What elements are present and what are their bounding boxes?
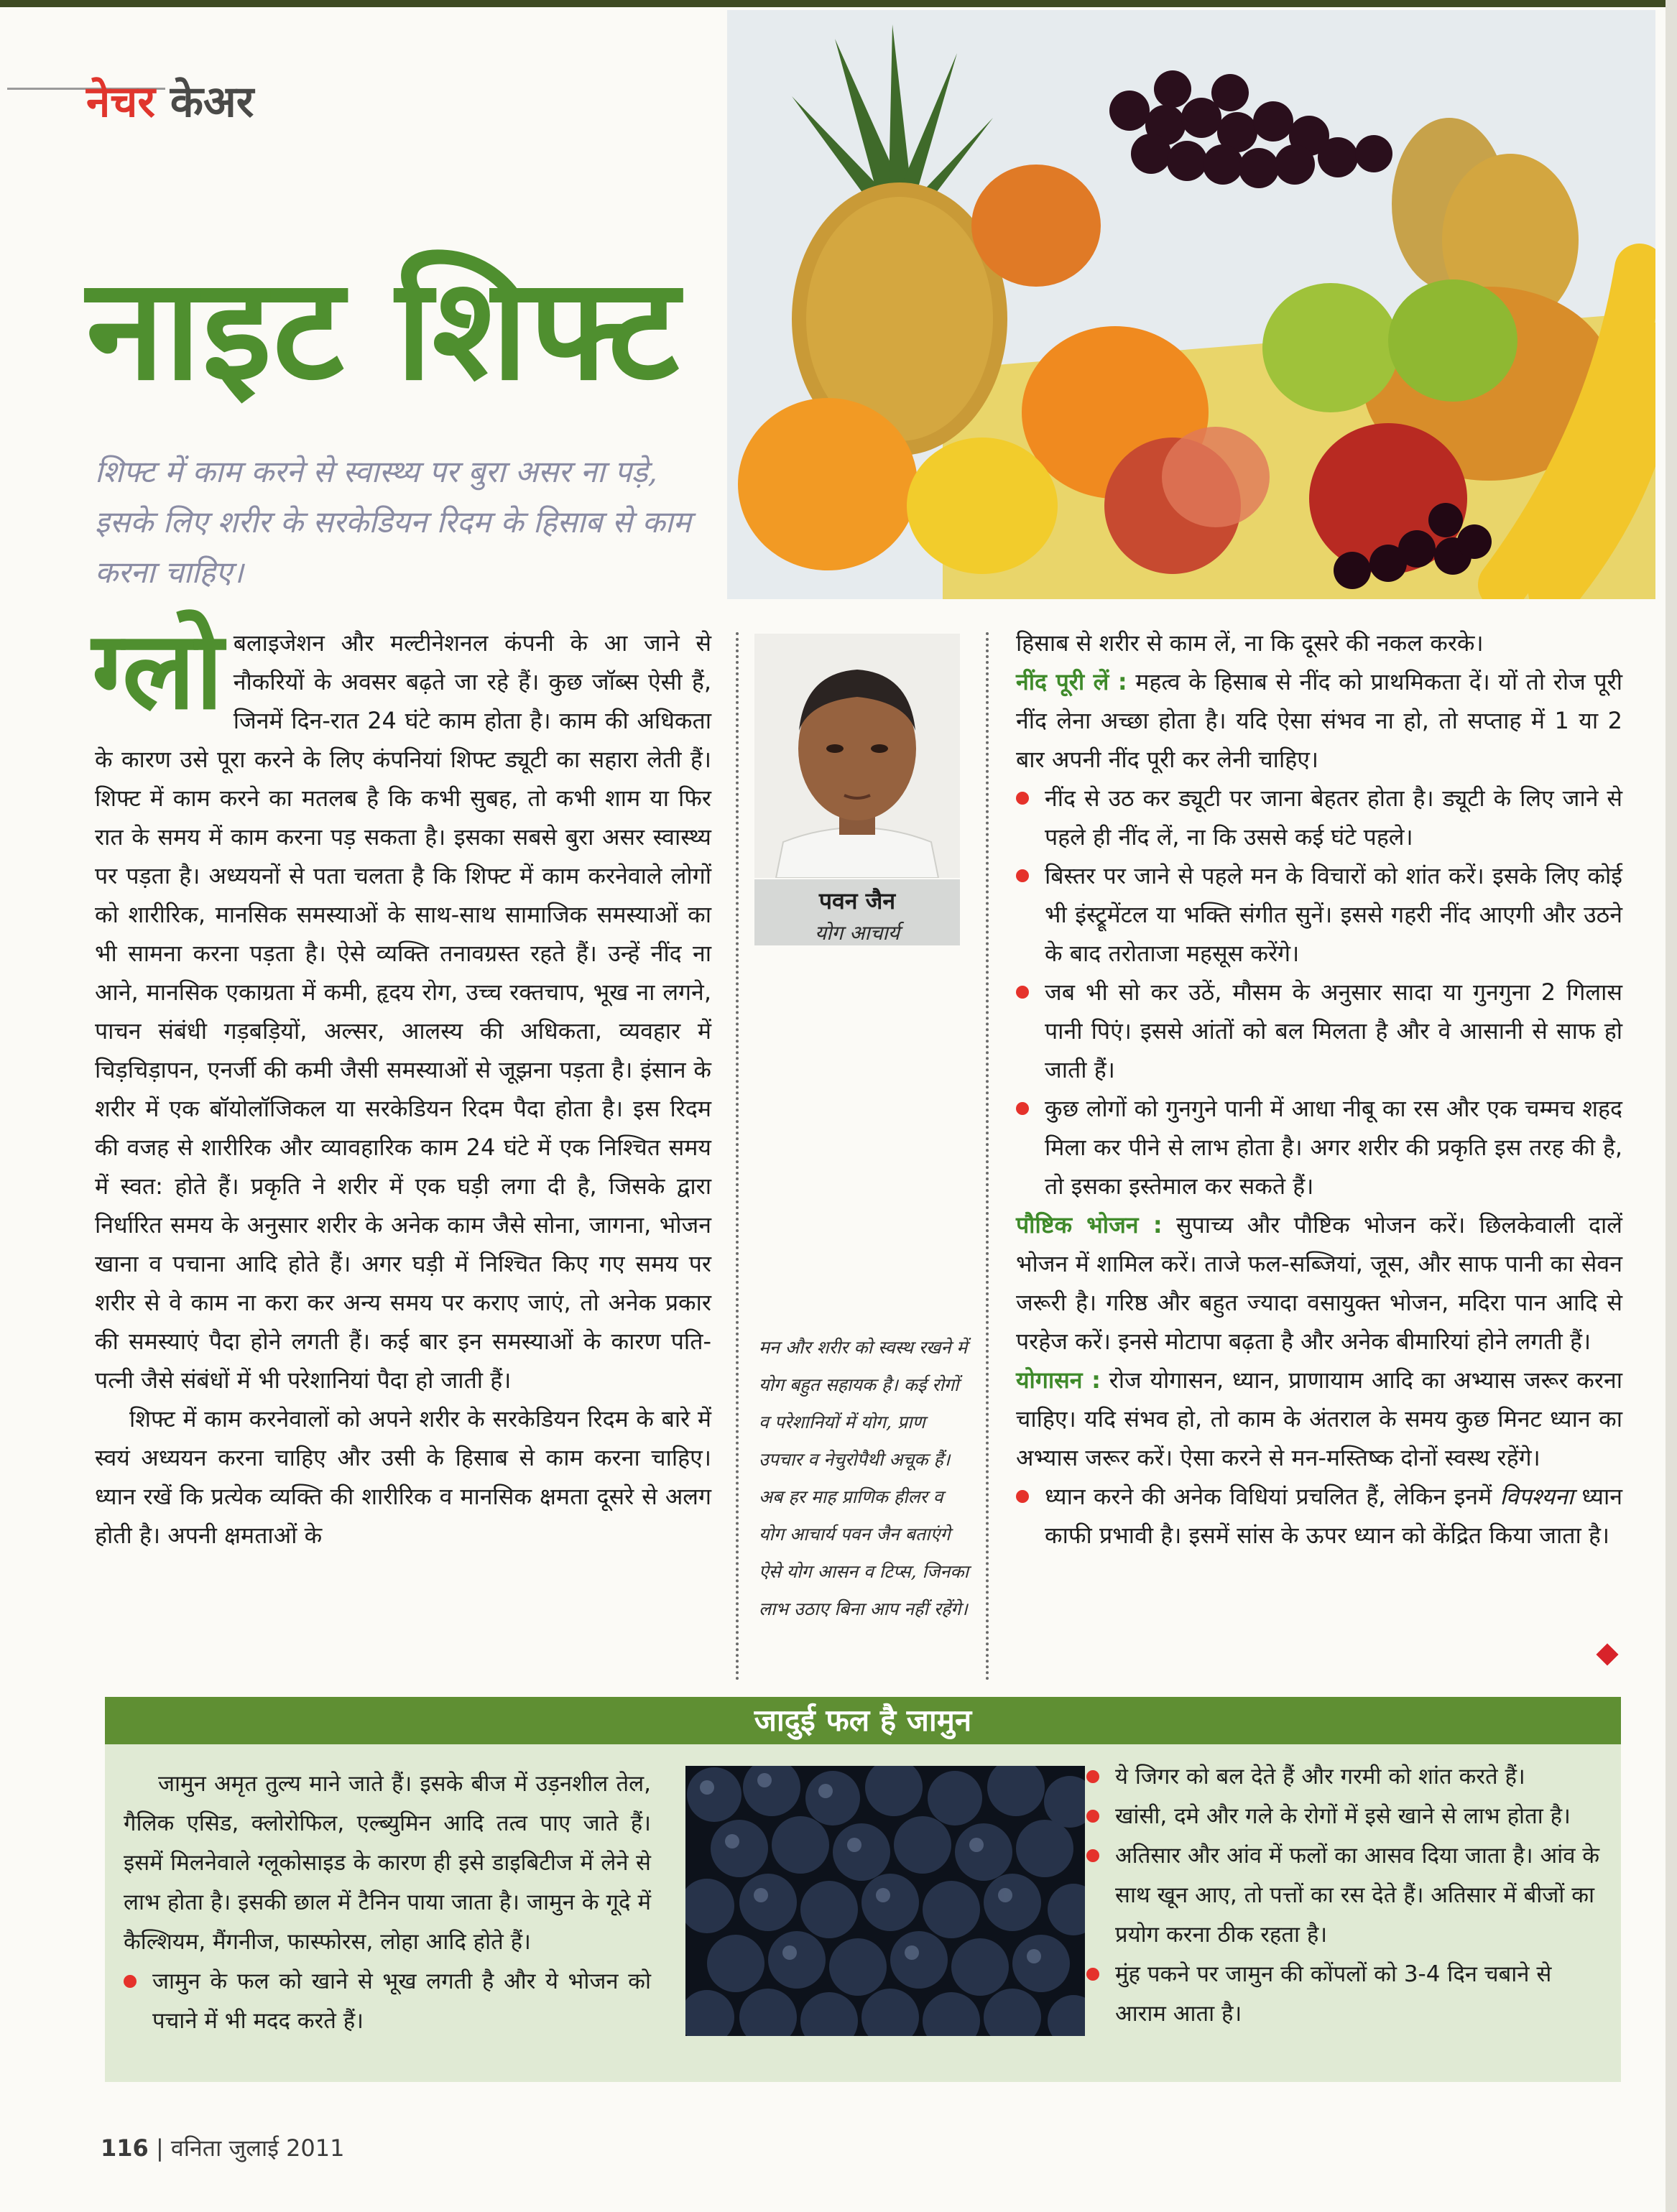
standfirst: शिफ्ट में काम करने से स्वास्थ्य पर बुरा असर ना पड़े, इसके लिए शरीर के सरकेडियन रिदम के हिसाब से काम करना चाहिए।: [95, 454, 691, 590]
body-paragraph-1: बलाइजेशन और मल्टीनेशनल कंपनी के आ जाने से नौकरियों के अवसर बढ़ते जा रहे हैं। कुछ जॉब्स ऐसी हैं, जिनमें दिन-रात 24 घंटे काम होता है। काम की अधिकता के कारण उसे पूरा करने के लिए कंपनियां शिफ्ट ड्यूटी का सहारा लेती हैं। शिफ्ट में काम करने का मतलब है कि कभी सुबह, तो कभी शाम या फिर रात के समय में काम करना पड़ सकता है। इसका सबसे बुरा असर स्वास्थ्य पर पड़ता है। अध्ययनों से पता चलता है कि शिफ्ट में काम करनेवाले लोगों को शारीरिक, मानसिक समस्याओं के साथ-साथ सामाजिक समस्याओं का भी सामना करना पड़ता है। ऐसे व्यक्ति तनावग्रस्त रहते हैं। उन्हें नींद ना आने, मानसिक एकाग्रता में कमी, हृदय रोग, उच्च रक्तचाप, भूख ना लगने, पाचन संबंधी गड़बड़ियों, अल्सर, आलस्य की अधिकता, व्यवहार में चिड़चिड़ापन, एनर्जी की कमी जैसी समस्याओं से जूझना पड़ता है। इंसान के शरीर में एक बॉयोलॉजिकल या सरकेडियन रिदम पैदा होता है। इस रिदम की वजह से शारीरिक और व्यावहारिक काम 24 घंटे में एक निश्चित समय में स्वत: होते हैं। प्रकृति ने शरीर में एक घड़ी लगा दी है, जिसके द्वारा निर्धारित समय के अनुसार शरीर के अनेक काम जैसे सोना, जागना, भोजन खाना व पचाना आदि होते हैं। अगर घड़ी में निश्चित किए गए समय पर शरीर से वे काम ना करा कर अन्य समय पर कराए जाएं, तो अनेक प्रकार की समस्याएं पैदा होने लगती हैं। कई बार इन समस्याओं के कारण पति-पत्नी जैसे संबंधों में भी परेशानियां पैदा हो जाती हैं।: [95, 629, 711, 1394]
box-bullet: खांसी, दमे और गले के रोगों में इसे खाने से लाभ होता है।: [1086, 1797, 1607, 1836]
page-footer: 116 | वनिता जुलाई 2011: [101, 2134, 345, 2162]
fruit-illustration: [727, 10, 1655, 599]
column-main: [92, 607, 711, 1555]
sleep-section: [1016, 662, 1622, 779]
magazine-issue: वनिता जुलाई 2011: [170, 2134, 345, 2162]
red-diamond-icon: [1596, 1643, 1618, 1665]
yoga-section: [1016, 1361, 1622, 1477]
author-photo: [754, 634, 960, 878]
box-bullet: जामुन के फल को खाने से भूख लगती है और ये भोजन को पचाने में भी मदद करते हैं।: [124, 1962, 651, 2041]
column-divider: [986, 632, 989, 1681]
box-right-column: [1086, 1757, 1607, 2034]
column-tips: [1016, 624, 1622, 1555]
section-label: [86, 70, 254, 129]
dropcap: ग्लो: [92, 607, 223, 734]
sidebar-note: मन और शरीर को स्वस्थ रखने में योग बहुत सहायक है। कई रोगों व परेशानियों में योग, प्राण उपचार व नेचुरोपैथी अचूक हैं। अब हर माह प्राणिक हीलर व योग आचार्य पवन जैन बताएंगे ऐसे योग आसन व टिप्स, जिनका लाभ उठाए बिना आप नहीं रहेंगे।: [759, 1337, 969, 1619]
sleep-bullet: कुछ लोगों को गुनगुने पानी में आधा नीबू का रस और एक चम्मच शहद मिला कर पीने से लाभ होता है। अगर शरीर की प्रकृति इस तरह की है, तो इसका इस्तेमाल कर सकते हैं।: [1016, 1089, 1622, 1206]
yoga-bullet: [1016, 1477, 1622, 1555]
food-heading: पौष्टिक भोजन :: [1016, 1211, 1163, 1239]
sleep-bullet: नींद से उठ कर ड्यूटी पर जाना बेहतर होता है। ड्यूटी के लिए जाने से पहले ही नींद लें, ना कि उससे कई घंटे पहले।: [1016, 779, 1622, 856]
yoga-heading: योगासन :: [1016, 1366, 1101, 1394]
sleep-text: महत्व के हिसाब से नींद को प्राथमिकता दें। यों तो रोज पूरी नींद लेना अच्छा होता है। यदि ऐसा संभव ना हो, तो सप्ताह में 1 या 2 बार अपनी नींद पूरी कर लेनी चाहिए।: [1016, 668, 1622, 773]
column-divider: [736, 632, 739, 1681]
article-title: नाइट शिफ्ट: [86, 246, 681, 412]
fruit-photo: [727, 10, 1655, 599]
yoga-bullet-italic: विपश्यना: [1500, 1483, 1574, 1510]
section-label-part2: केअर: [170, 77, 254, 127]
sleep-bullet: बिस्तर पर जाने से पहले मन के विचारों को शांत करें। इसके लिए कोई भी इंस्ट्रूमेंटल या भक्ति संगीत सुनें। इससे गहरी नींद आएगी और उठने के बाद तरोताजा महसूस करेंगे।: [1016, 856, 1622, 973]
yoga-bullet-part1: ध्यान करने की अनेक विधियां प्रचलित हैं, लेकिन इनमें: [1045, 1483, 1492, 1510]
page-edge: [1666, 0, 1677, 2212]
body-paragraph-2: शिफ्ट में काम करनेवालों को अपने शरीर के सरकेडियन रिदम के बारे में स्वयं अध्ययन करना चाहिए और उसी के हिसाब से काम करना चाहिए। ध्यान रखें कि प्रत्येक व्यक्ति की शारीरिक व मानसिक क्षमता दूसरे से अलग होती है। अपनी क्षमताओं के: [95, 1405, 711, 1549]
author-portrait: [754, 634, 960, 878]
jamun-illustration: [685, 1766, 1085, 2036]
box-bullet: अतिसार और आंव में फलों का आसव दिया जाता है। आंव के साथ खून आए, तो पत्तों का रस देते हैं। अतिसार में बीजों का प्रयोग करना ठीक रहता है।: [1086, 1836, 1607, 1955]
box-left-column: [124, 1764, 651, 2041]
sleep-bullet: जब भी सो कर उठें, मौसम के अनुसार सादा या गुनगुना 2 गिलास पानी पिएं। इससे आंतों को बल मिलता है और वे आसानी से साफ हो जाती हैं।: [1016, 973, 1622, 1089]
author-name: पवन जैन: [818, 887, 896, 915]
top-border: [0, 0, 1677, 7]
section-label-part1: नेचर: [86, 77, 155, 127]
author-role: योग आचार्य: [814, 921, 900, 945]
author-caption: [754, 879, 960, 945]
page-number: 116: [101, 2134, 149, 2162]
yoga-text: रोज योगासन, ध्यान, प्राणायाम आदि का अभ्यास जरूर करना चाहिए। यदि संभव हो, तो काम के अंतराल के समय कुछ मिनट ध्यान का अभ्यास जरूर करें। ऐसा करने से मन-मस्तिष्क दोनों स्वस्थ रहेंगे।: [1016, 1366, 1623, 1471]
food-section: [1016, 1206, 1622, 1361]
box-intro: जामुन अमृत तुल्य माने जाते हैं। इसके बीज में उड़नशील तेल, गैलिक एसिड, क्लोरोफिल, एल्ब्युमिन आदि तत्व पाए जाते हैं। इसमें मिलनेवाले ग्लूकोसाइड के कारण ही इसे डाइबिटीज में लेने से लाभ होता है। इसकी छाल में टैनिन पाया जाता है। जामुन के गूदे में कैल्शियम, मैंगनीज, फास्फोरस, लोहा आदि होते हैं।: [124, 1771, 651, 1955]
yoga-bullet-part2: ध्यान काफी प्रभावी है। इसमें सांस के ऊपर ध्यान को केंद्रित किया जाता है।: [1045, 1483, 1622, 1549]
tips-intro: हिसाब से शरीर से काम लें, ना कि दूसरे की नकल करके।: [1016, 629, 1484, 657]
box-bullet: मुंह पकने पर जामुन की कोंपलों को 3-4 दिन चबाने से आराम आता है।: [1086, 1955, 1607, 2034]
box-bullet: ये जिगर को बल देते हैं और गरमी को शांत करते हैं।: [1086, 1757, 1607, 1797]
food-text: सुपाच्य और पौष्टिक भोजन करें। छिलकेवाली दालें भोजन में शामिल करें। ताजे फल-सब्जियां, जूस, और साफ पानी का सेवन जरूरी है। गरिष्ठ और बहुत ज्यादा वसायुक्त भोजन, मदिरा पान आदि से परहेज करें। इनसे मोटापा बढ़ता है और अनेक बीमारियां होने लगती हैं।: [1016, 1211, 1622, 1355]
jamun-photo: [685, 1766, 1085, 2036]
box-title: जादुई फल है जामुन: [754, 1703, 972, 1738]
sleep-heading: नींद पूरी लें :: [1016, 668, 1127, 695]
